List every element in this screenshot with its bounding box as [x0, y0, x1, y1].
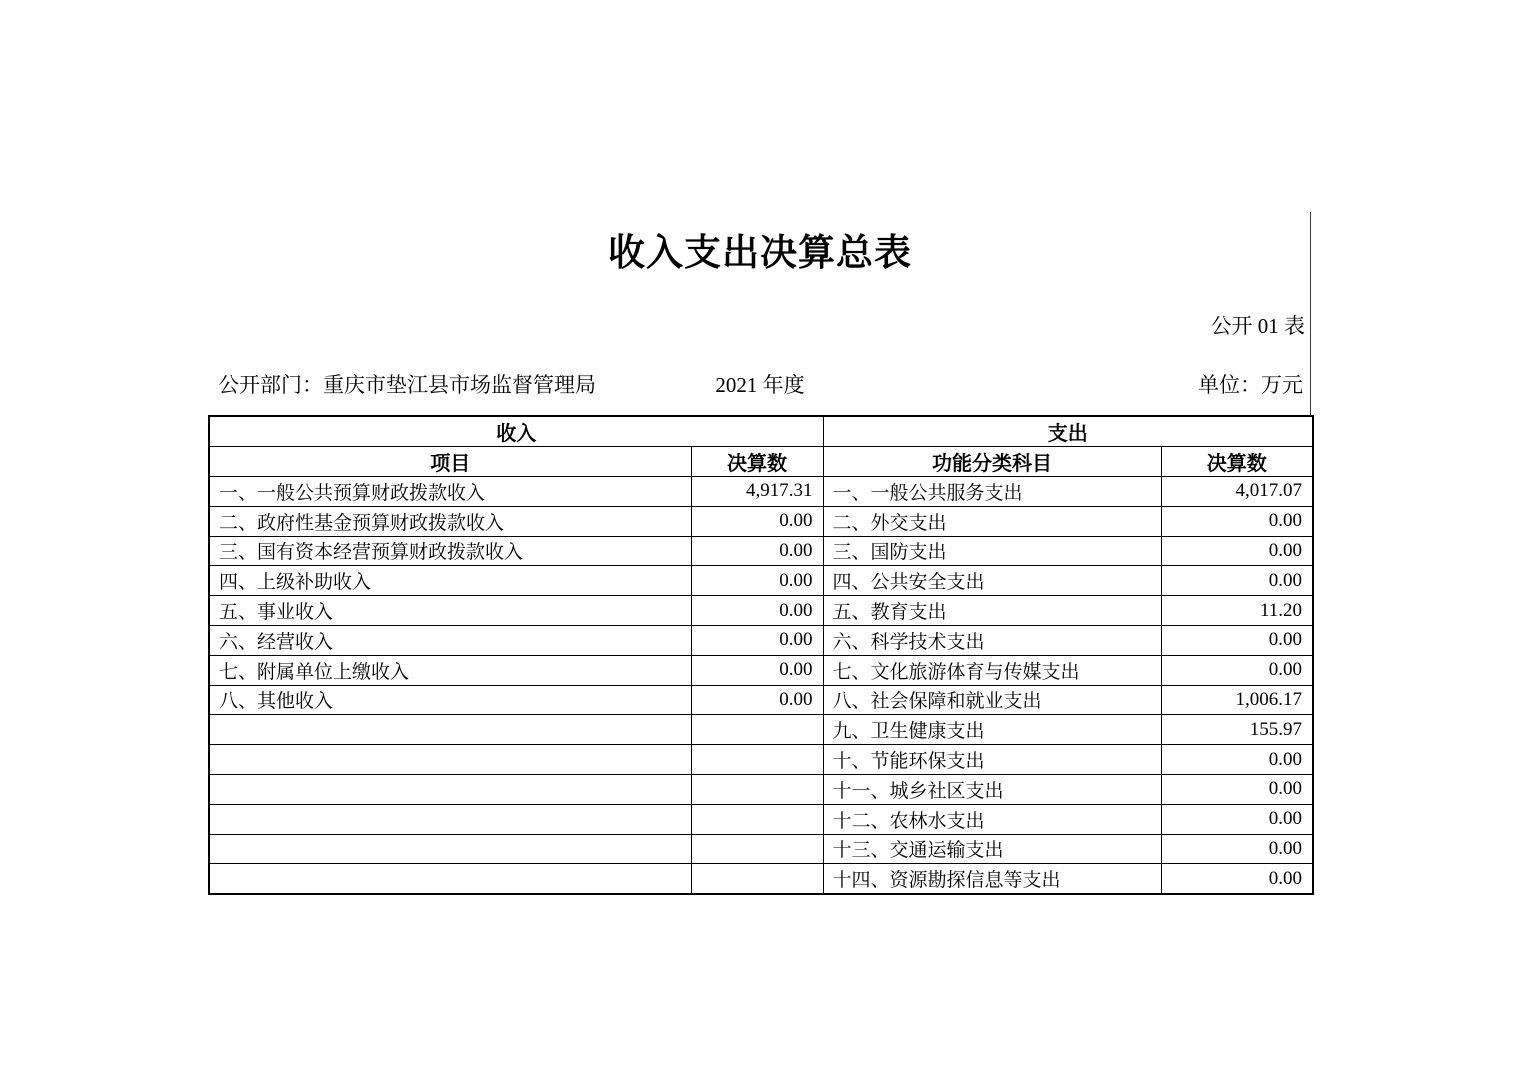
expense-value-cell: 0.00 [1161, 834, 1313, 864]
expense-label-cell: 十一、城乡社区支出 [823, 774, 1161, 804]
expense-value-cell: 11.20 [1161, 596, 1313, 626]
column-header-row [209, 447, 1313, 477]
income-value-cell: 0.00 [691, 685, 823, 715]
income-label-cell [209, 745, 691, 775]
table-row [209, 506, 1313, 536]
income-value-cell: 0.00 [691, 655, 823, 685]
expense-label-cell: 十四、资源勘探信息等支出 [823, 864, 1161, 894]
income-value-cell: 0.00 [691, 596, 823, 626]
table-row [209, 834, 1313, 864]
income-label-cell [209, 834, 691, 864]
income-label-cell: 八、其他收入 [209, 685, 691, 715]
income-label-cell: 六、经营收入 [209, 625, 691, 655]
expense-value-cell: 0.00 [1161, 625, 1313, 655]
income-value-cell [691, 834, 823, 864]
table-row [209, 745, 1313, 775]
expense-value-cell: 1,006.17 [1161, 685, 1313, 715]
meta-line [209, 371, 1311, 399]
expense-section-header: 支出 [823, 416, 1313, 447]
income-value-cell: 0.00 [691, 625, 823, 655]
expense-value-cell: 0.00 [1161, 566, 1313, 596]
expense-value-cell: 0.00 [1161, 864, 1313, 894]
expense-item-header: 功能分类科目 [823, 447, 1161, 477]
income-value-cell [691, 745, 823, 775]
expense-label-cell: 十二、农林水支出 [823, 804, 1161, 834]
department-label: 公开部门：重庆市垫江县市场监督管理局 [218, 373, 596, 397]
income-amount-header: 决算数 [691, 447, 823, 477]
income-value-cell [691, 804, 823, 834]
expense-label-cell: 二、外交支出 [823, 506, 1161, 536]
income-section-header: 收入 [209, 416, 823, 447]
table-body [209, 477, 1313, 894]
table-row [209, 596, 1313, 626]
unit-label: 单位：万元 [1198, 373, 1303, 397]
fiscal-year-label: 2021 年度 [715, 373, 805, 397]
table-row [209, 655, 1313, 685]
expense-value-cell: 4,017.07 [1161, 477, 1313, 507]
table-row [209, 536, 1313, 566]
table-row [209, 715, 1313, 745]
table-row [209, 477, 1313, 507]
expense-value-cell: 0.00 [1161, 536, 1313, 566]
expense-amount-header: 决算数 [1161, 447, 1313, 477]
expense-label-cell: 十三、交通运输支出 [823, 834, 1161, 864]
expense-label-cell: 六、科学技术支出 [823, 625, 1161, 655]
expense-label-cell: 七、文化旅游体育与传媒支出 [823, 655, 1161, 685]
expense-label-cell: 一、一般公共服务支出 [823, 477, 1161, 507]
table-row [209, 774, 1313, 804]
table-code: 公开 01 表 [1210, 314, 1305, 338]
expense-label-cell: 四、公共安全支出 [823, 566, 1161, 596]
expense-label-cell: 九、卫生健康支出 [823, 715, 1161, 745]
income-value-cell [691, 715, 823, 745]
income-item-header: 项目 [209, 447, 691, 477]
page-title: 收入支出决算总表 [608, 231, 912, 274]
income-value-cell: 0.00 [691, 536, 823, 566]
table-row [209, 864, 1313, 894]
table-row [209, 625, 1313, 655]
income-label-cell: 一、一般公共预算财政拨款收入 [209, 477, 691, 507]
income-label-cell: 七、附属单位上缴收入 [209, 655, 691, 685]
income-label-cell: 五、事业收入 [209, 596, 691, 626]
section-header-row [209, 416, 1313, 447]
expense-value-cell: 0.00 [1161, 804, 1313, 834]
income-label-cell [209, 715, 691, 745]
income-label-cell [209, 774, 691, 804]
income-value-cell: 0.00 [691, 566, 823, 596]
income-label-cell: 三、国有资本经营预算财政拨款收入 [209, 536, 691, 566]
income-label-cell: 四、上级补助收入 [209, 566, 691, 596]
table-row [209, 804, 1313, 834]
page-margin-line [1310, 212, 1311, 415]
table-row [209, 566, 1313, 596]
income-value-cell [691, 774, 823, 804]
income-label-cell [209, 804, 691, 834]
income-label-cell: 二、政府性基金预算财政拨款收入 [209, 506, 691, 536]
expense-value-cell: 0.00 [1161, 745, 1313, 775]
expense-label-cell: 三、国防支出 [823, 536, 1161, 566]
income-value-cell [691, 864, 823, 894]
table-row [209, 685, 1313, 715]
budget-table [208, 415, 1314, 895]
expense-label-cell: 五、教育支出 [823, 596, 1161, 626]
income-value-cell: 4,917.31 [691, 477, 823, 507]
expense-value-cell: 0.00 [1161, 774, 1313, 804]
income-value-cell: 0.00 [691, 506, 823, 536]
income-label-cell [209, 864, 691, 894]
expense-label-cell: 十、节能环保支出 [823, 745, 1161, 775]
table-head [209, 416, 1313, 477]
expense-value-cell: 0.00 [1161, 655, 1313, 685]
expense-label-cell: 八、社会保障和就业支出 [823, 685, 1161, 715]
expense-value-cell: 155.97 [1161, 715, 1313, 745]
expense-value-cell: 0.00 [1161, 506, 1313, 536]
